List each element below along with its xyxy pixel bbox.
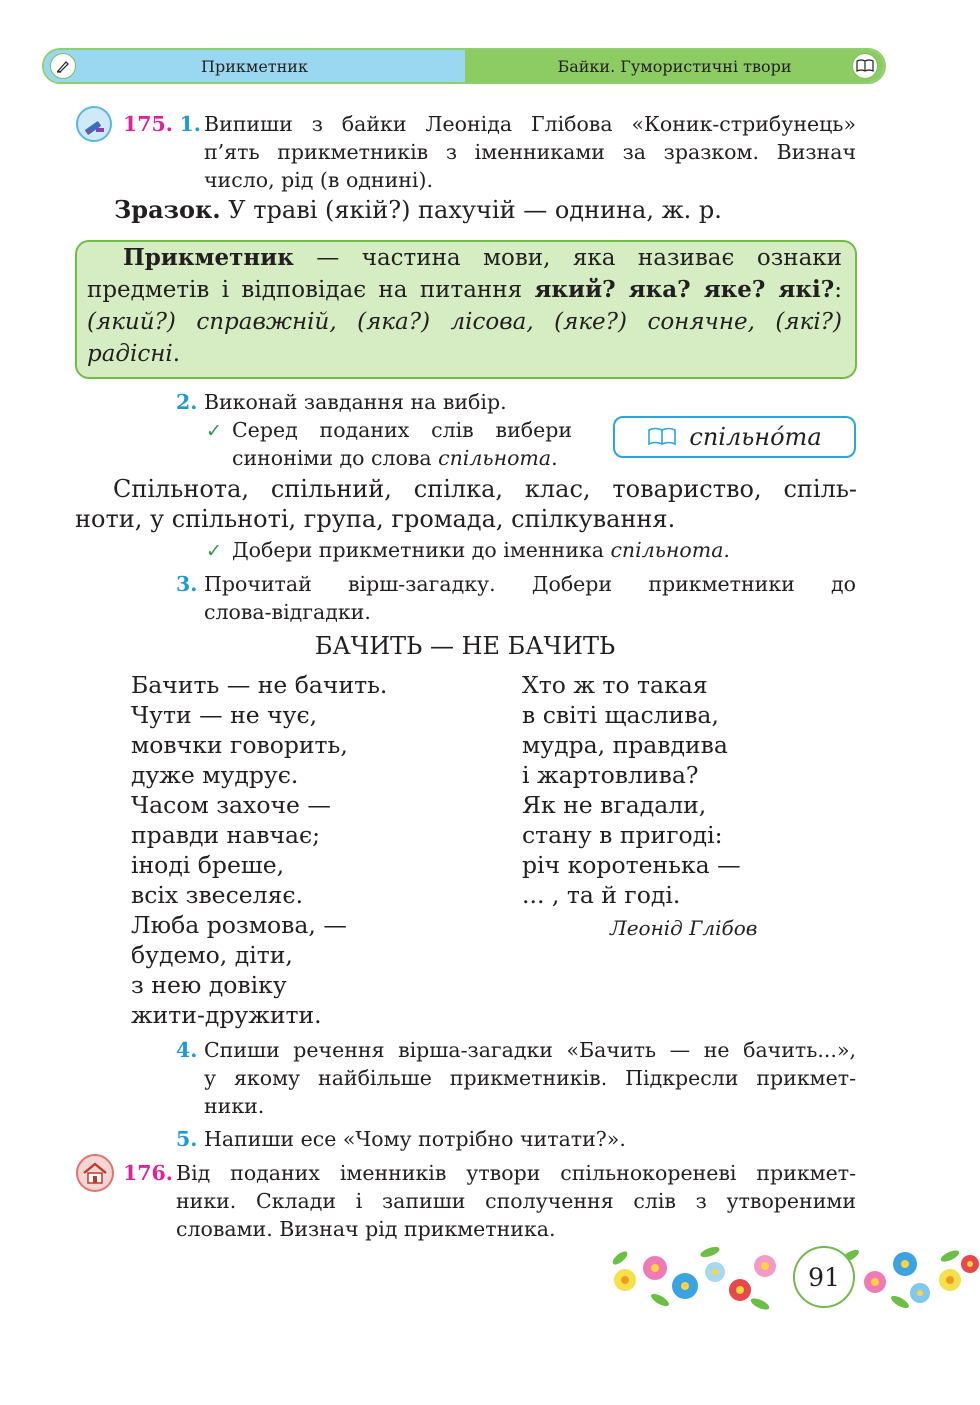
page-header: [42, 48, 886, 84]
step3-text: Прочитай вірш-загадку. Добери прикметники до слова-відгадки.: [204, 572, 856, 624]
step4-number: 4.: [176, 1038, 198, 1062]
step4-text: Спиши речення вірша-загадки «Бачить — не бачить...», у якому найбільше прикметників. Підкресли прикмет- ники.: [204, 1038, 856, 1118]
task-176-number: 176.: [123, 1161, 173, 1185]
task-175-step1-text: Випиши з байки Леоніда Глібова «Коник-стрибунець» п’ять прикметників з іменниками за зразком. Визнач число, рід (в однині).: [204, 112, 856, 192]
task-175-number: 175. 1.: [123, 112, 201, 136]
poem-title: БАЧИТЬ — НЕ БАЧИТЬ: [314, 632, 616, 660]
step2-line: 2. Виконай завдання на вибір.: [176, 390, 507, 414]
check-icon: ✓: [206, 540, 222, 562]
poem-left-column: Бачить — не бачить. Чути — не чує, мовчки говорить, дуже мудрує. Часом захоче — правди навчає; іноді бреше, всіх звеселяє. Люба розмова, — будемо, діти, з нею довіку жити-дружити.: [131, 671, 388, 1029]
header-left-title: Прикметник: [201, 56, 308, 76]
writing-task-icon: [76, 106, 112, 142]
dictionary-icon: [647, 427, 677, 447]
homework-house-icon: [76, 1154, 114, 1192]
step2-choice1: Серед поданих слів вибери синоніми до слова спільнота.: [232, 418, 572, 470]
pen-icon: [50, 53, 76, 79]
rule-text: Прикметник — частина мови, яка називає ознаки предметів і відповідає на питання який? яка? яке? які?: (який?) справжній, (яка?) лісова, (яке?) сонячне, (які?) радісні.: [87, 244, 843, 367]
header-right-section: [465, 50, 884, 82]
poem-author: Леонід Глібов: [610, 916, 758, 940]
example-line: Зразок. У траві (якій?) пахучій — однина, ж. р.: [114, 195, 722, 224]
vocabulary-word-box: [613, 416, 856, 458]
header-right-title: Байки. Гумористичні твори: [557, 56, 792, 76]
step3-number: 3.: [176, 572, 198, 596]
step5-line: 5. Напиши есе «Чому потрібно читати?».: [176, 1127, 626, 1151]
task-176-text: Від поданих іменників утвори спільнокореневі прикмет- ники. Склади і запиши сполучення слів з утвореними словами. Визнач рід прикметника.: [176, 1161, 856, 1241]
flowers-garland-decoration: [600, 1238, 980, 1318]
step2-choice2: Добери прикметники до іменника спільнота.: [232, 538, 730, 562]
check-icon: ✓: [206, 420, 222, 442]
book-icon: [852, 53, 878, 79]
synonym-words: Спільнота, спільний, спілка, клас, товариство, спіль- ноти, у спільноті, група, громада, спілкування.: [75, 475, 857, 533]
page-number: 91: [793, 1246, 855, 1308]
vocabulary-word: спільнóта: [689, 423, 822, 451]
header-left-section: [44, 50, 465, 82]
poem-right-column: Хто ж то такая в світі щаслива, мудра, правдива і жартовлива? Як не вгадали, стану в пригоді: річ коротенька — ... , та й годі.: [522, 671, 741, 909]
